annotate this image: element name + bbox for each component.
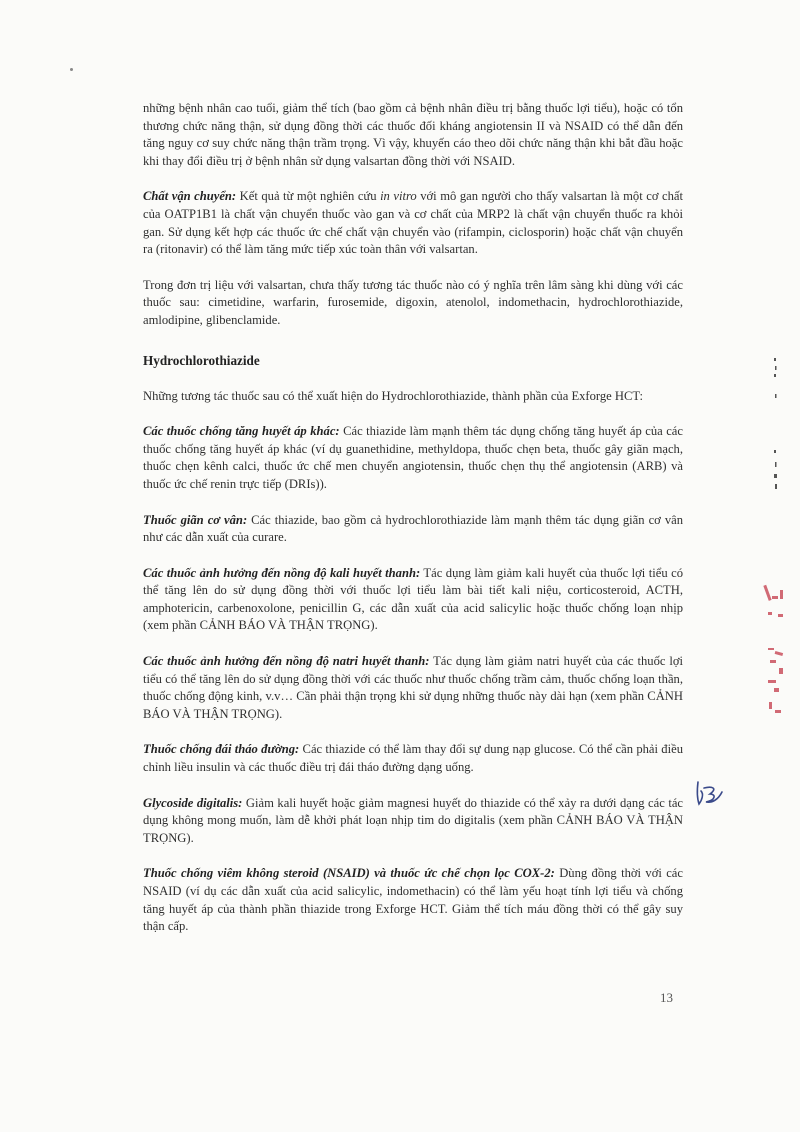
paragraph-transporters: Chất vận chuyển: Kết quả từ một nghiên cứu in vitro với mô gan người cho thấy valsartan là một cơ chất của OATP1B1 là chất vận chuyển thuốc vào gan và cơ chất của MRP2 là chất vận chuyển thuốc ra khỏi gan. Sử dụng kết hợp các thuốc ức chế chất vận chuyển vào (rifampin, ciclosporin) hoặc chất vận chuyển ra (ritonavir) có thể làm tăng mức tiếp xúc toàn thân với valsartan. <box>143 189 683 257</box>
item-muscle-relaxants: Thuốc giãn cơ vân: Các thiazide, bao gồm cả hydrochlorothiazide làm mạnh thêm tác dụng giãn cơ vân như các dẫn xuất của curare. <box>143 512 684 545</box>
margin-stamp-marks <box>760 350 790 730</box>
item-potassium: Các thuốc ảnh hưởng đến nồng độ kali huyết thanh: Tác dụng làm giảm kali huyết của thuốc lợi tiểu có thể tăng lên do sử dụng đồng thời với thuốc lợi tiểu làm bài tiết kali niệu, corticosteroid, ACTH, amphotericin, carbenoxolone, penicillin G, các dẫn xuất của acid salicylic hoặc thuốc chống loạn nhịp (xem phần CẢNH BÁO VÀ THẬN TRỌNG). <box>143 565 683 633</box>
lead-transporters: Chất vận chuyển: <box>143 189 237 204</box>
item-sodium: Các thuốc ảnh hưởng đến nồng độ natri huyết thanh: Tác dụng làm giảm natri huyết của các thuốc lợi tiểu có thể tăng lên do sử dụng đồng thời với các thuốc như thuốc chống trầm cảm, thuốc chống loạn thần, thuốc chống động kinh, v.v… Cần phải thận trọng khi sử dụng những thuốc này dài hạn (xem phần CẢNH BÁO VÀ THẬN TRỌNG). <box>143 654 684 721</box>
item-antidiabetics: Thuốc chống đái tháo đường: Các thiazide có thể làm thay đổi sự dung nạp glucose. Có thể cần phải điều chỉnh liều insulin và các thuốc điều trị đái tháo đường dạng uống. <box>143 742 683 775</box>
section-heading: Hydrochlorothiazide <box>143 352 260 368</box>
in-vitro-term: in vitro <box>380 189 417 204</box>
paragraph-monotherapy: Trong đơn trị liệu với valsartan, chưa thấy tương tác thuốc nào có ý nghĩa trên lâm sàng khi dùng với các thuốc sau: cimetidine, warfarin, furosemide, digoxin, atenolol, indomethacin, hydrochlorothiazide, amlodipine, glibenclamide. <box>143 277 683 327</box>
section-intro: Những tương tác thuốc sau có thể xuất hiện do Hydrochlorothiazide, thành phần của Exforge HCT: <box>143 388 643 403</box>
scan-speck <box>70 68 73 71</box>
item-digitalis: Glycoside digitalis: Giảm kali huyết hoặc giảm magnesi huyết do thiazide có thể xảy ra dưới dạng các tác dụng không mong muốn, làm dễ khởi phát loạn nhịp tim do digitalis (xem phần CẢNH BÁO VÀ THẬN TRỌNG). <box>143 795 683 845</box>
item-antihypertensives: Các thuốc chống tăng huyết áp khác: Các thiazide làm mạnh thêm tác dụng chống tăng huyết áp của các thuốc chống tăng huyết áp khác (ví dụ guanethidine, methyldopa, thuốc chẹn beta, thuốc gây giãn mạch, thuốc chẹn kênh calci, thuốc ức chế men chuyển angiotensin, thuốc chẹn thụ thể angiotensin (ARB) và thuốc ức chế renin trực tiếp (DRIs)). <box>143 424 683 491</box>
item-nsaid-cox2: Thuốc chống viêm không steroid (NSAID) và thuốc ức chế chọn lọc COX-2: Dùng đồng thời với các NSAID (ví dụ các dẫn xuất của acid salicylic, indomethacin) có thể làm yếu hoạt tính lợi tiểu và chống tăng huyết áp của thành phần thiazide trong Exforge HCT. Giảm thể tích máu đồng thời có thể gây suy thận cấp. <box>143 866 683 934</box>
handwritten-initials <box>690 778 726 808</box>
body-text <box>143 100 683 936</box>
page-number: 13 <box>660 990 673 1005</box>
paragraph-nsaid-renal: những bệnh nhân cao tuổi, giảm thể tích (bao gồm cả bệnh nhân điều trị bằng thuốc lợi tiểu), hoặc có tổn thương chức năng thận, sử dụng đồng thời các thuốc đối kháng angiotensin II và NSAID có thể dẫn đến tăng nguy cơ suy chức năng thận trầm trọng. Vì vậy, khuyến cáo theo dõi chức năng thận khi bắt đầu hoặc khi thay đổi điều trị ở bệnh nhân sử dụng valsartan đồng thời với NSAID. <box>143 101 683 168</box>
